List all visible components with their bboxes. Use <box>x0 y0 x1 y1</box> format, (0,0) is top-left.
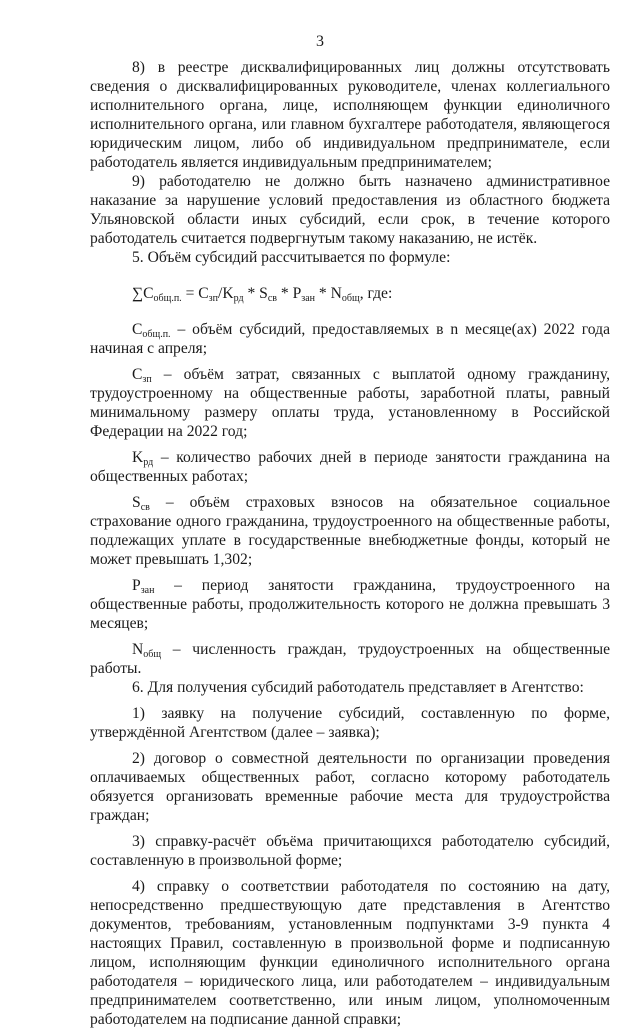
page-number: 3 <box>316 33 324 50</box>
paragraph-item-8: 8) в реестре дисквалифицированных лиц должны отсутствовать сведения о дисквалифицированных руководителе, членах коллегиального исполнительного органа, лице, исполняющем функции единоличного исполнительного органа, или главном бухгалтере работодателя, являющегося юридическим лицом, либо об индивидуальном предпринимателе, если работодатель является индивидуальным предпринимателем; <box>90 59 610 171</box>
definition-s-sv: $S_{св}$ – объём страховых взносов на обязательное социальное страхование одного гражданина, трудоустроенного на общественные работы, подлежащих уплате в государственные внебюджетные фонды, который не может превышать 1,302; <box>90 494 610 568</box>
definition-c-total: $C_{общ.п.}$ – объём субсидий, предоставляемых в n месяце(ах) 2022 года начиная с апреля; <box>90 321 610 357</box>
document-item-3: 3) справку-расчёт объёма причитающихся работодателю субсидий, составленную в произвольной форме; <box>90 833 610 869</box>
document-body <box>90 58 610 1029</box>
document-item-2: 2) договор о совместной деятельности по организации проведения оплачиваемых общественных работ, согласно которому работодатель обязуется организовать временные рабочие места для трудоустройства граждан; <box>90 750 610 824</box>
definition-c-zp: $C_{зп}$ – объём затрат, связанных с выплатой одному гражданину, трудоустроенному на общественные работы, заработной платы, равный минимальному размеру оплаты труда, установленному в Российской Федерации на 2022 год; <box>90 366 610 440</box>
subsidy-formula: $\sum C_{общ.п.} = C_{зп}/K_{рд} * S_{св} * P_{зан} * N_{общ}$, где: <box>132 285 393 304</box>
definition-p-zan: $P_{зан}$ – период занятости гражданина, трудоустроенного на общественные работы, продолжительность которого не должна превышать 3 месяцев; <box>90 577 610 632</box>
paragraph-clause-5: 5. Объём субсидий рассчитывается по формуле: <box>132 249 451 266</box>
document-item-4: 4) справку о соответствии работодателя по состоянию на дату, непосредственно предшествующую дате представления в Агентство документов, требованиям, установленным подпунктами 3-9 пункта 4 настоящих Правил, составленную в произвольной форме и подписанную лицом, исполняющим функции единоличного исполнительного органа работодателя – юридического лица, или работодателем – индивидуальным предпринимателем соответственно, или иным лицом, уполномоченным работодателем на подписание данной справки; <box>90 878 610 1028</box>
document-item-1: 1) заявку на получение субсидий, составленную по форме, утверждённой Агентством (далее – заявка); <box>90 705 610 741</box>
definition-k-rd: $K_{рд}$ – количество рабочих дней в периоде занятости гражданина на общественных работах; <box>90 449 610 485</box>
definition-n-obsh: $N_{общ}$ – численность граждан, трудоустроенных на общественные работы. <box>90 641 610 677</box>
paragraph-item-9: 9) работодателю не должно быть назначено административное наказание за нарушение условий предоставления из областного бюджета Ульяновской области иных субсидий, если срок, в течение которого работодатель считается подвергнутым такому наказанию, не истёк. <box>90 173 610 247</box>
paragraph-clause-6: 6. Для получения субсидий работодатель представляет в Агентство: <box>132 679 584 696</box>
